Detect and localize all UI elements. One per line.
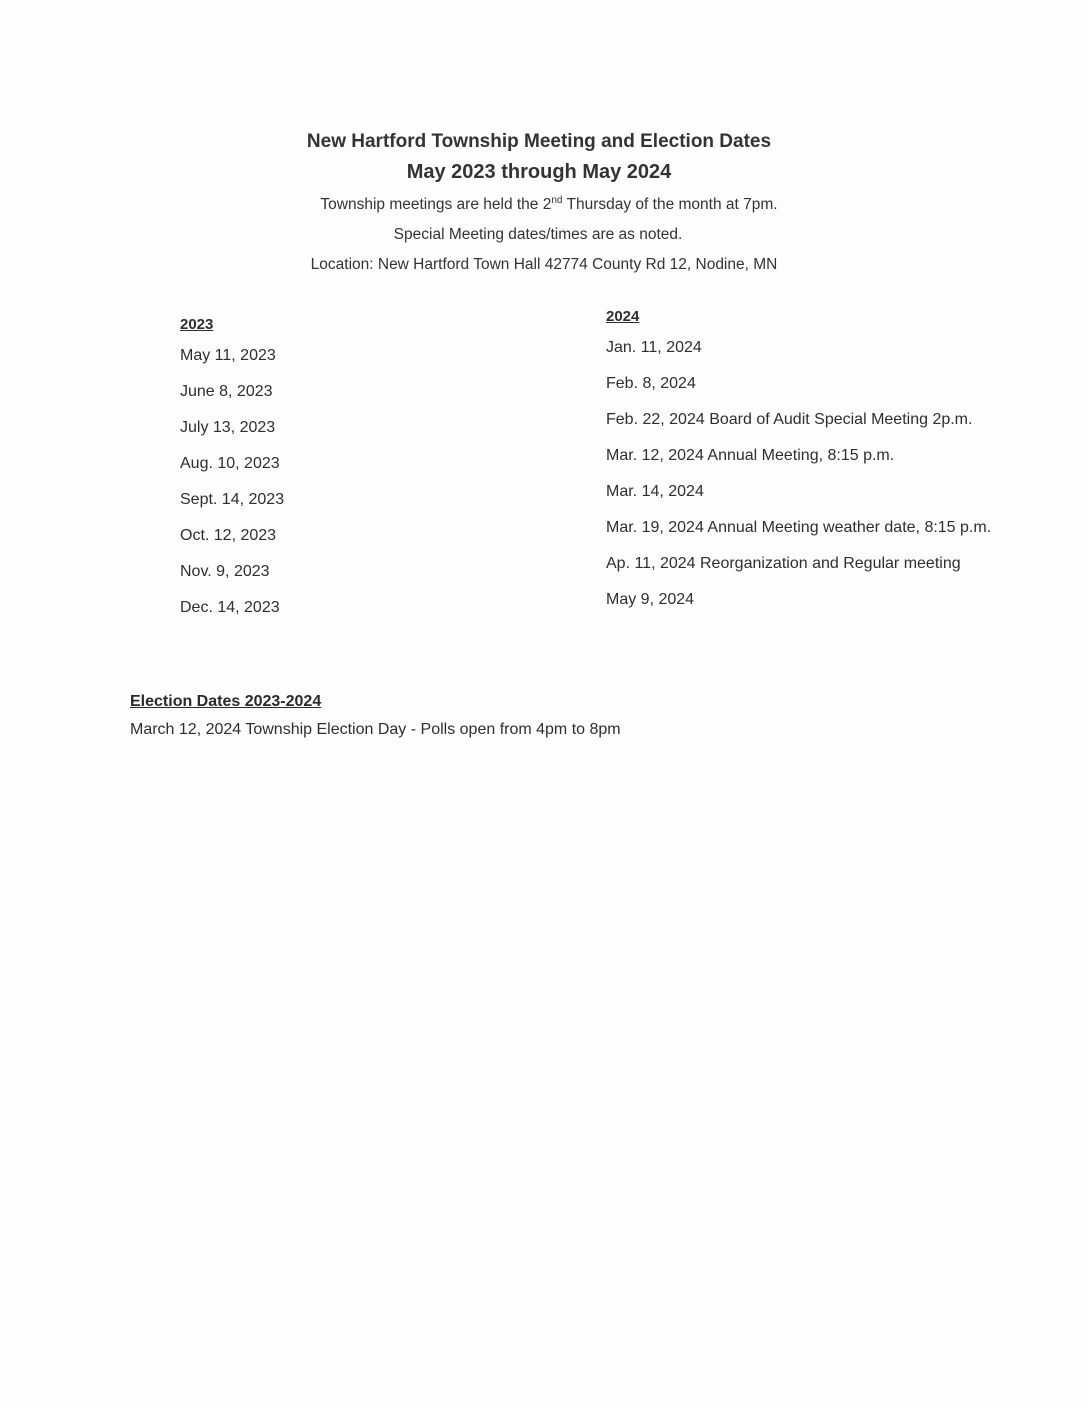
schedule-2024-heading: 2024 — [606, 308, 640, 325]
special-meeting-note: Special Meeting dates/times are as noted. — [393, 226, 683, 243]
document-subtitle: May 2023 through May 2024 — [406, 161, 672, 183]
meeting-date-2024: Mar. 12, 2024 Annual Meeting, 8:15 p.m. — [606, 447, 895, 464]
meeting-date-2024: Jan. 11, 2024 — [606, 339, 702, 356]
document-header — [0, 128, 1088, 280]
meeting-date-2024: Ap. 11, 2024 Reorganization and Regular meeting — [606, 555, 961, 572]
meeting-date-2023: July 13, 2023 — [180, 419, 276, 436]
meeting-date-2024: Mar. 19, 2024 Annual Meeting weather date, 8:15 p.m. — [606, 519, 992, 536]
meeting-date-2023: Oct. 12, 2023 — [180, 527, 277, 544]
meeting-date-2023: Aug. 10, 2023 — [180, 455, 280, 472]
meeting-schedule-note — [10, 190, 1088, 220]
meeting-schedule-note-start: Township meetings are held the 2 — [320, 196, 552, 213]
meeting-date-2024: May 9, 2024 — [606, 591, 695, 608]
meeting-date-2023: Nov. 9, 2023 — [180, 563, 270, 580]
meeting-date-2023: June 8, 2023 — [180, 383, 273, 400]
location-note: Location: New Hartford Town Hall 42774 County Rd 12, Nodine, MN — [310, 256, 778, 273]
meeting-date-2023: May 11, 2023 — [180, 347, 276, 364]
meeting-date-2024: Feb. 22, 2024 Board of Audit Special Meeting 2p.m. — [606, 411, 973, 428]
meeting-date-2023: Sept. 14, 2023 — [180, 491, 285, 508]
schedule-2024-column — [606, 310, 1076, 618]
ordinal-suffix: nd — [551, 194, 563, 206]
schedule-2023-heading: 2023 — [180, 316, 214, 333]
election-section — [130, 688, 930, 744]
election-day-line: March 12, 2024 Township Election Day - Polls open from 4pm to 8pm — [130, 721, 621, 738]
election-heading: Election Dates 2023-2024 — [130, 693, 322, 710]
schedule-2023-column — [180, 310, 460, 626]
meeting-date-2023: Dec. 14, 2023 — [180, 599, 280, 616]
meeting-schedule-note-end: Thursday of the month at 7pm. — [562, 196, 778, 213]
meeting-date-2024: Mar. 14, 2024 — [606, 483, 704, 500]
document-title: New Hartford Township Meeting and Election Dates — [306, 131, 772, 152]
meeting-date-2024: Feb. 8, 2024 — [606, 375, 696, 392]
